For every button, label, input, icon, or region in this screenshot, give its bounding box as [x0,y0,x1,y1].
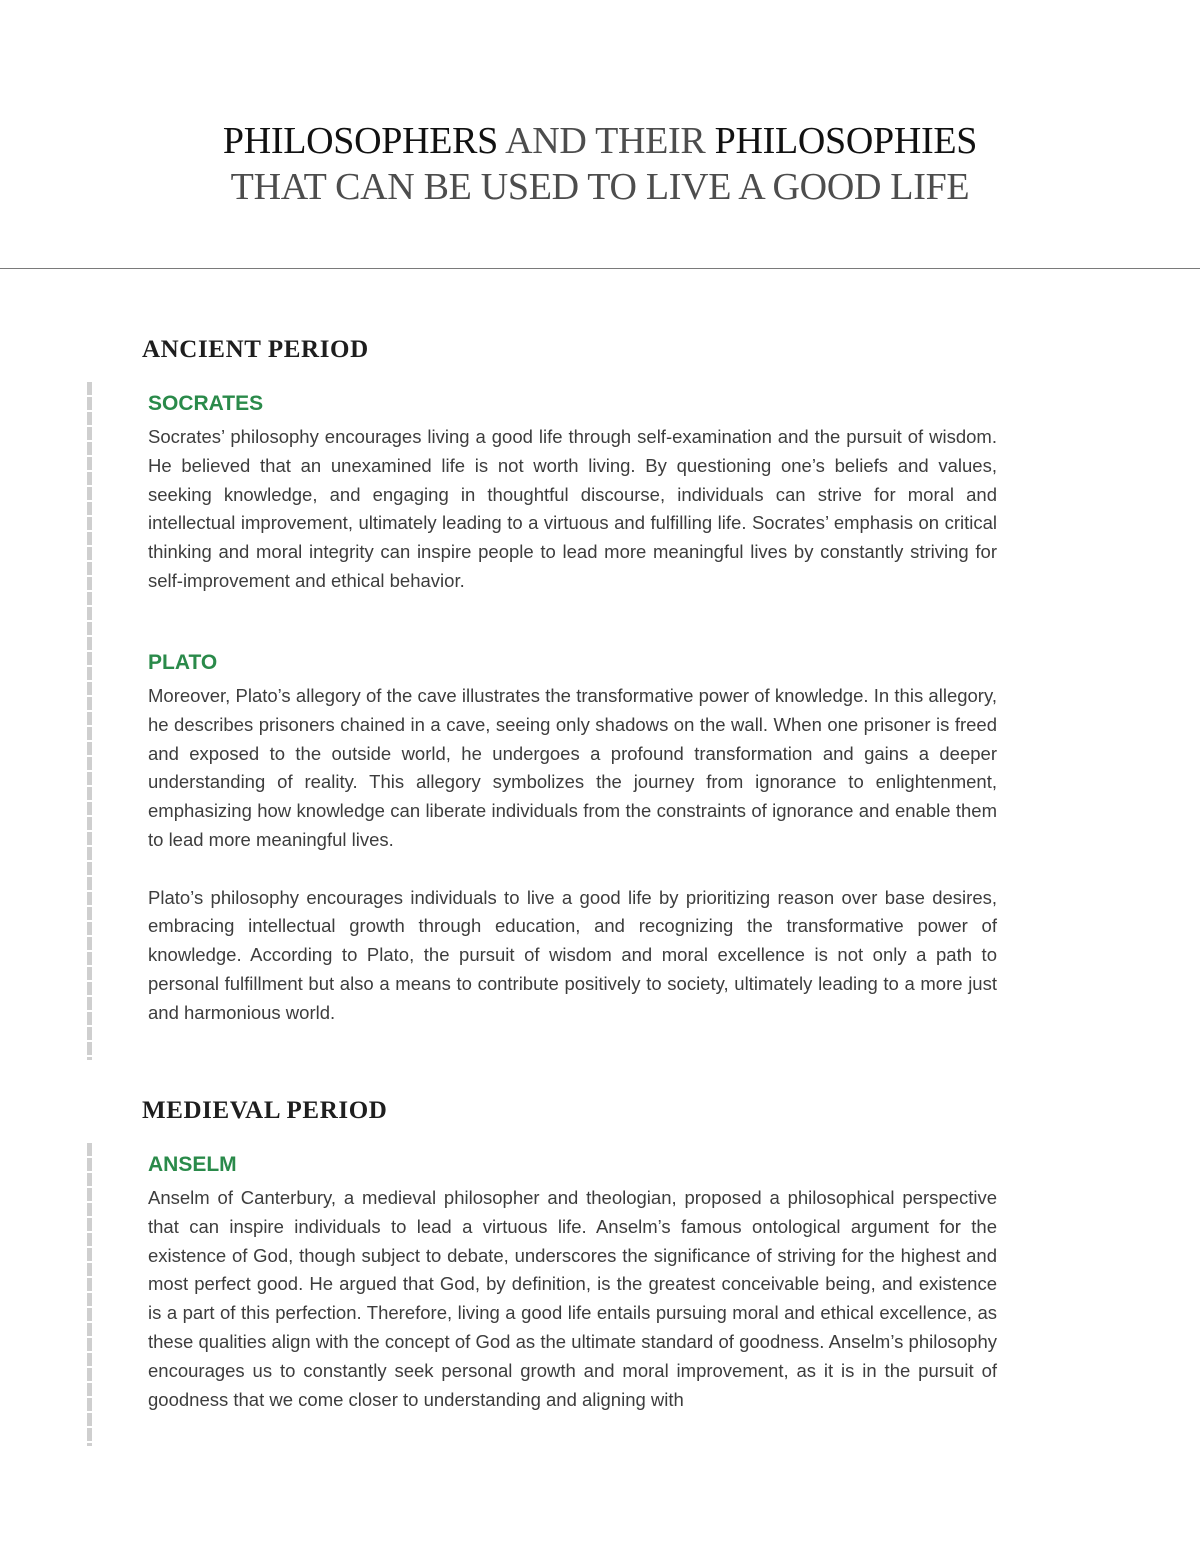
medieval-section-bar [87,1143,92,1446]
plato-paragraph-1: Moreover, Plato’s allegory of the cave illustrates the transformative power of knowledge. In this allegory, he describes prisoners chained in a cave, seeing only shadows on the wall. When one prisoner is freed and exposed to the outside world, he undergoes a profound transformation and gains a deeper understanding of reality. This allegory symbolizes the journey from ignorance to enlightenment, emphasizing how knowledge can liberate individuals from the constraints of ignorance and enable them to lead more meaningful lives. [148,685,997,850]
title-divider [0,268,1200,269]
ancient-period-heading: ANCIENT PERIOD [142,336,369,363]
ancient-section-bar [87,382,92,1060]
plato-paragraph-2: Plato’s philosophy encourages individuals to live a good life by prioritizing reason over base desires, embracing intellectual growth through education, and recognizing the transformative power of knowledge. According to Plato, the pursuit of wisdom and moral excellence is not only a path to personal fulfillment but also a means to contribute positively to society, ultimately leading to a more just and harmonious world. [148,886,997,1023]
title-words-and-their: AND THEIR [498,120,715,162]
anselm-paragraph: Anselm of Canterbury, a medieval philosopher and theologian, proposed a philosophical perspective that can inspire individuals to lead a virtuous life. Anselm’s famous ontological argument for the existence of God, though subject to debate, underscores the significance of striving for the highest and most perfect good. He argued that God, by definition, is the greatest conceivable being, and existence is a part of this perfection. Therefore, living a good life entails pursuing moral and ethical excellence, as these qualities align with the concept of God as the ultimate standard of goodness. Anselm’s philosophy encourages us to constantly seek personal growth and moral improvement, as it is in the pursuit of goodness that we come closer to understanding and aligning with [148,1187,997,1410]
page-title [0,118,1200,210]
plato-section [148,648,997,1028]
plato-heading: PLATO [148,651,218,674]
anselm-section [148,1150,997,1414]
socrates-section [148,389,997,596]
medieval-period-heading: MEDIEVAL PERIOD [142,1097,388,1124]
socrates-heading: SOCRATES [148,392,264,415]
socrates-paragraph: Socrates’ philosophy encourages living a good life through self-examination and the pursuit of wisdom. He believed that an unexamined life is not worth living. By questioning one’s beliefs and values, seeking knowledge, and engaging in thoughtful discourse, individuals can strive for moral and intellectual improvement, ultimately leading to a virtuous and fulfilling life. Socrates’ emphasis on critical thinking and moral integrity can inspire people to lead more meaningful lives by constantly striving for self-improvement and ethical behavior. [148,426,997,591]
title-line-2: THAT CAN BE USED TO LIVE A GOOD LIFE [230,166,970,208]
title-word-philosophies: PHILOSOPHIES [714,120,978,162]
title-line-1 [0,118,1200,164]
title-word-philosophers: PHILOSOPHERS [222,120,499,162]
anselm-heading: ANSELM [148,1153,237,1176]
